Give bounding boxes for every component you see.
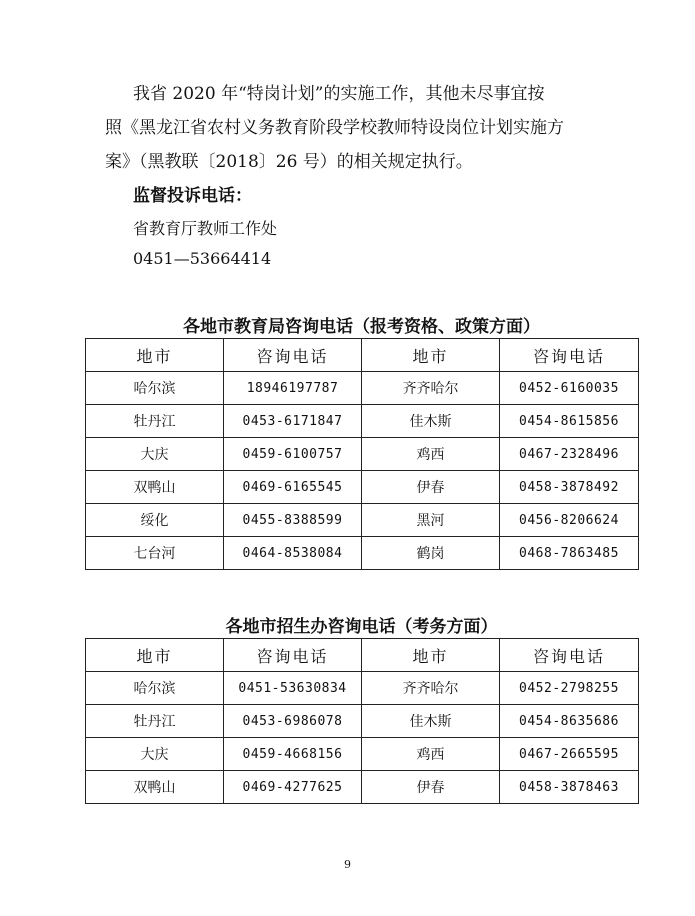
phone-cell: 0455-8388599 <box>224 504 362 537</box>
city-cell: 鸡西 <box>362 438 500 471</box>
phone-cell: 0454-8615856 <box>500 405 639 438</box>
supervision-office: 省教育厅教师工作处 <box>133 219 278 238</box>
city-cell: 黑河 <box>362 504 500 537</box>
city-cell: 伊春 <box>362 771 500 804</box>
city-cell: 伊春 <box>362 471 500 504</box>
phone-cell: 0454-8635686 <box>500 705 639 738</box>
table-header-row <box>86 639 639 672</box>
header-city: 地市 <box>362 339 500 372</box>
phone-cell: 0469-4277625 <box>224 771 362 804</box>
phone-cell: 0453-6986078 <box>224 705 362 738</box>
phone-cell: 18946197787 <box>224 372 362 405</box>
phone-cell: 0452-2798255 <box>500 672 639 705</box>
city-cell: 大庆 <box>86 438 224 471</box>
phone-cell: 0467-2665595 <box>500 738 639 771</box>
table-row <box>86 672 639 705</box>
table-row <box>86 471 639 504</box>
page-number: 9 <box>344 858 351 871</box>
intro-line-3: 案》（黑教联〔2018〕26 号）的相关规定执行。 <box>105 152 473 172</box>
intro-line-2: 照《黑龙江省农村义务教育阶段学校教师特设岗位计划实施方 <box>105 118 564 138</box>
header-city: 地市 <box>362 639 500 672</box>
city-cell: 牡丹江 <box>86 405 224 438</box>
city-cell: 佳木斯 <box>362 405 500 438</box>
city-cell: 大庆 <box>86 738 224 771</box>
city-cell: 牡丹江 <box>86 705 224 738</box>
city-cell: 齐齐哈尔 <box>362 672 500 705</box>
education-bureau-table <box>85 338 639 570</box>
city-cell: 七台河 <box>86 537 224 570</box>
table-row <box>86 438 639 471</box>
header-phone: 咨询电话 <box>500 339 639 372</box>
city-cell: 哈尔滨 <box>86 672 224 705</box>
admissions-office-table <box>85 638 639 804</box>
table-row <box>86 705 639 738</box>
city-cell: 双鸭山 <box>86 771 224 804</box>
city-cell: 齐齐哈尔 <box>362 372 500 405</box>
city-cell: 鸡西 <box>362 738 500 771</box>
phone-cell: 0469-6165545 <box>224 471 362 504</box>
table-row <box>86 738 639 771</box>
intro-line-1 <box>105 77 620 111</box>
header-city: 地市 <box>86 339 224 372</box>
phone-cell: 0452-6160035 <box>500 372 639 405</box>
city-cell: 绥化 <box>86 504 224 537</box>
supervision-title: 监督投诉电话： <box>133 186 252 206</box>
phone-cell: 0468-7863485 <box>500 537 639 570</box>
header-phone: 咨询电话 <box>224 339 362 372</box>
city-cell: 双鸭山 <box>86 471 224 504</box>
header-city: 地市 <box>86 639 224 672</box>
phone-cell: 0458-3878463 <box>500 771 639 804</box>
table-header-row <box>86 339 639 372</box>
table-row <box>86 405 639 438</box>
intro-line-1-text: 我省 2020 年“特岗计划”的实施工作，其他未尽事宜按 <box>133 84 545 104</box>
header-phone: 咨询电话 <box>224 639 362 672</box>
header-phone: 咨询电话 <box>500 639 639 672</box>
table2-caption: 各地市招生办咨询电话（考务方面） <box>225 617 498 637</box>
phone-cell: 0467-2328496 <box>500 438 639 471</box>
phone-cell: 0456-8206624 <box>500 504 639 537</box>
phone-cell: 0459-6100757 <box>224 438 362 471</box>
phone-cell: 0453-6171847 <box>224 405 362 438</box>
phone-cell: 0464-8538084 <box>224 537 362 570</box>
table-row <box>86 537 639 570</box>
intro-paragraph <box>105 77 620 179</box>
city-cell: 哈尔滨 <box>86 372 224 405</box>
table-row <box>86 372 639 405</box>
table1-caption: 各地市教育局咨询电话（报考资格、政策方面） <box>183 317 540 337</box>
phone-cell: 0459-4668156 <box>224 738 362 771</box>
city-cell: 佳木斯 <box>362 705 500 738</box>
table-row <box>86 504 639 537</box>
city-cell: 鹤岗 <box>362 537 500 570</box>
table-row <box>86 771 639 804</box>
phone-cell: 0458-3878492 <box>500 471 639 504</box>
phone-cell: 0451-53630834 <box>224 672 362 705</box>
supervision-phone: 0451—53664414 <box>133 249 272 268</box>
